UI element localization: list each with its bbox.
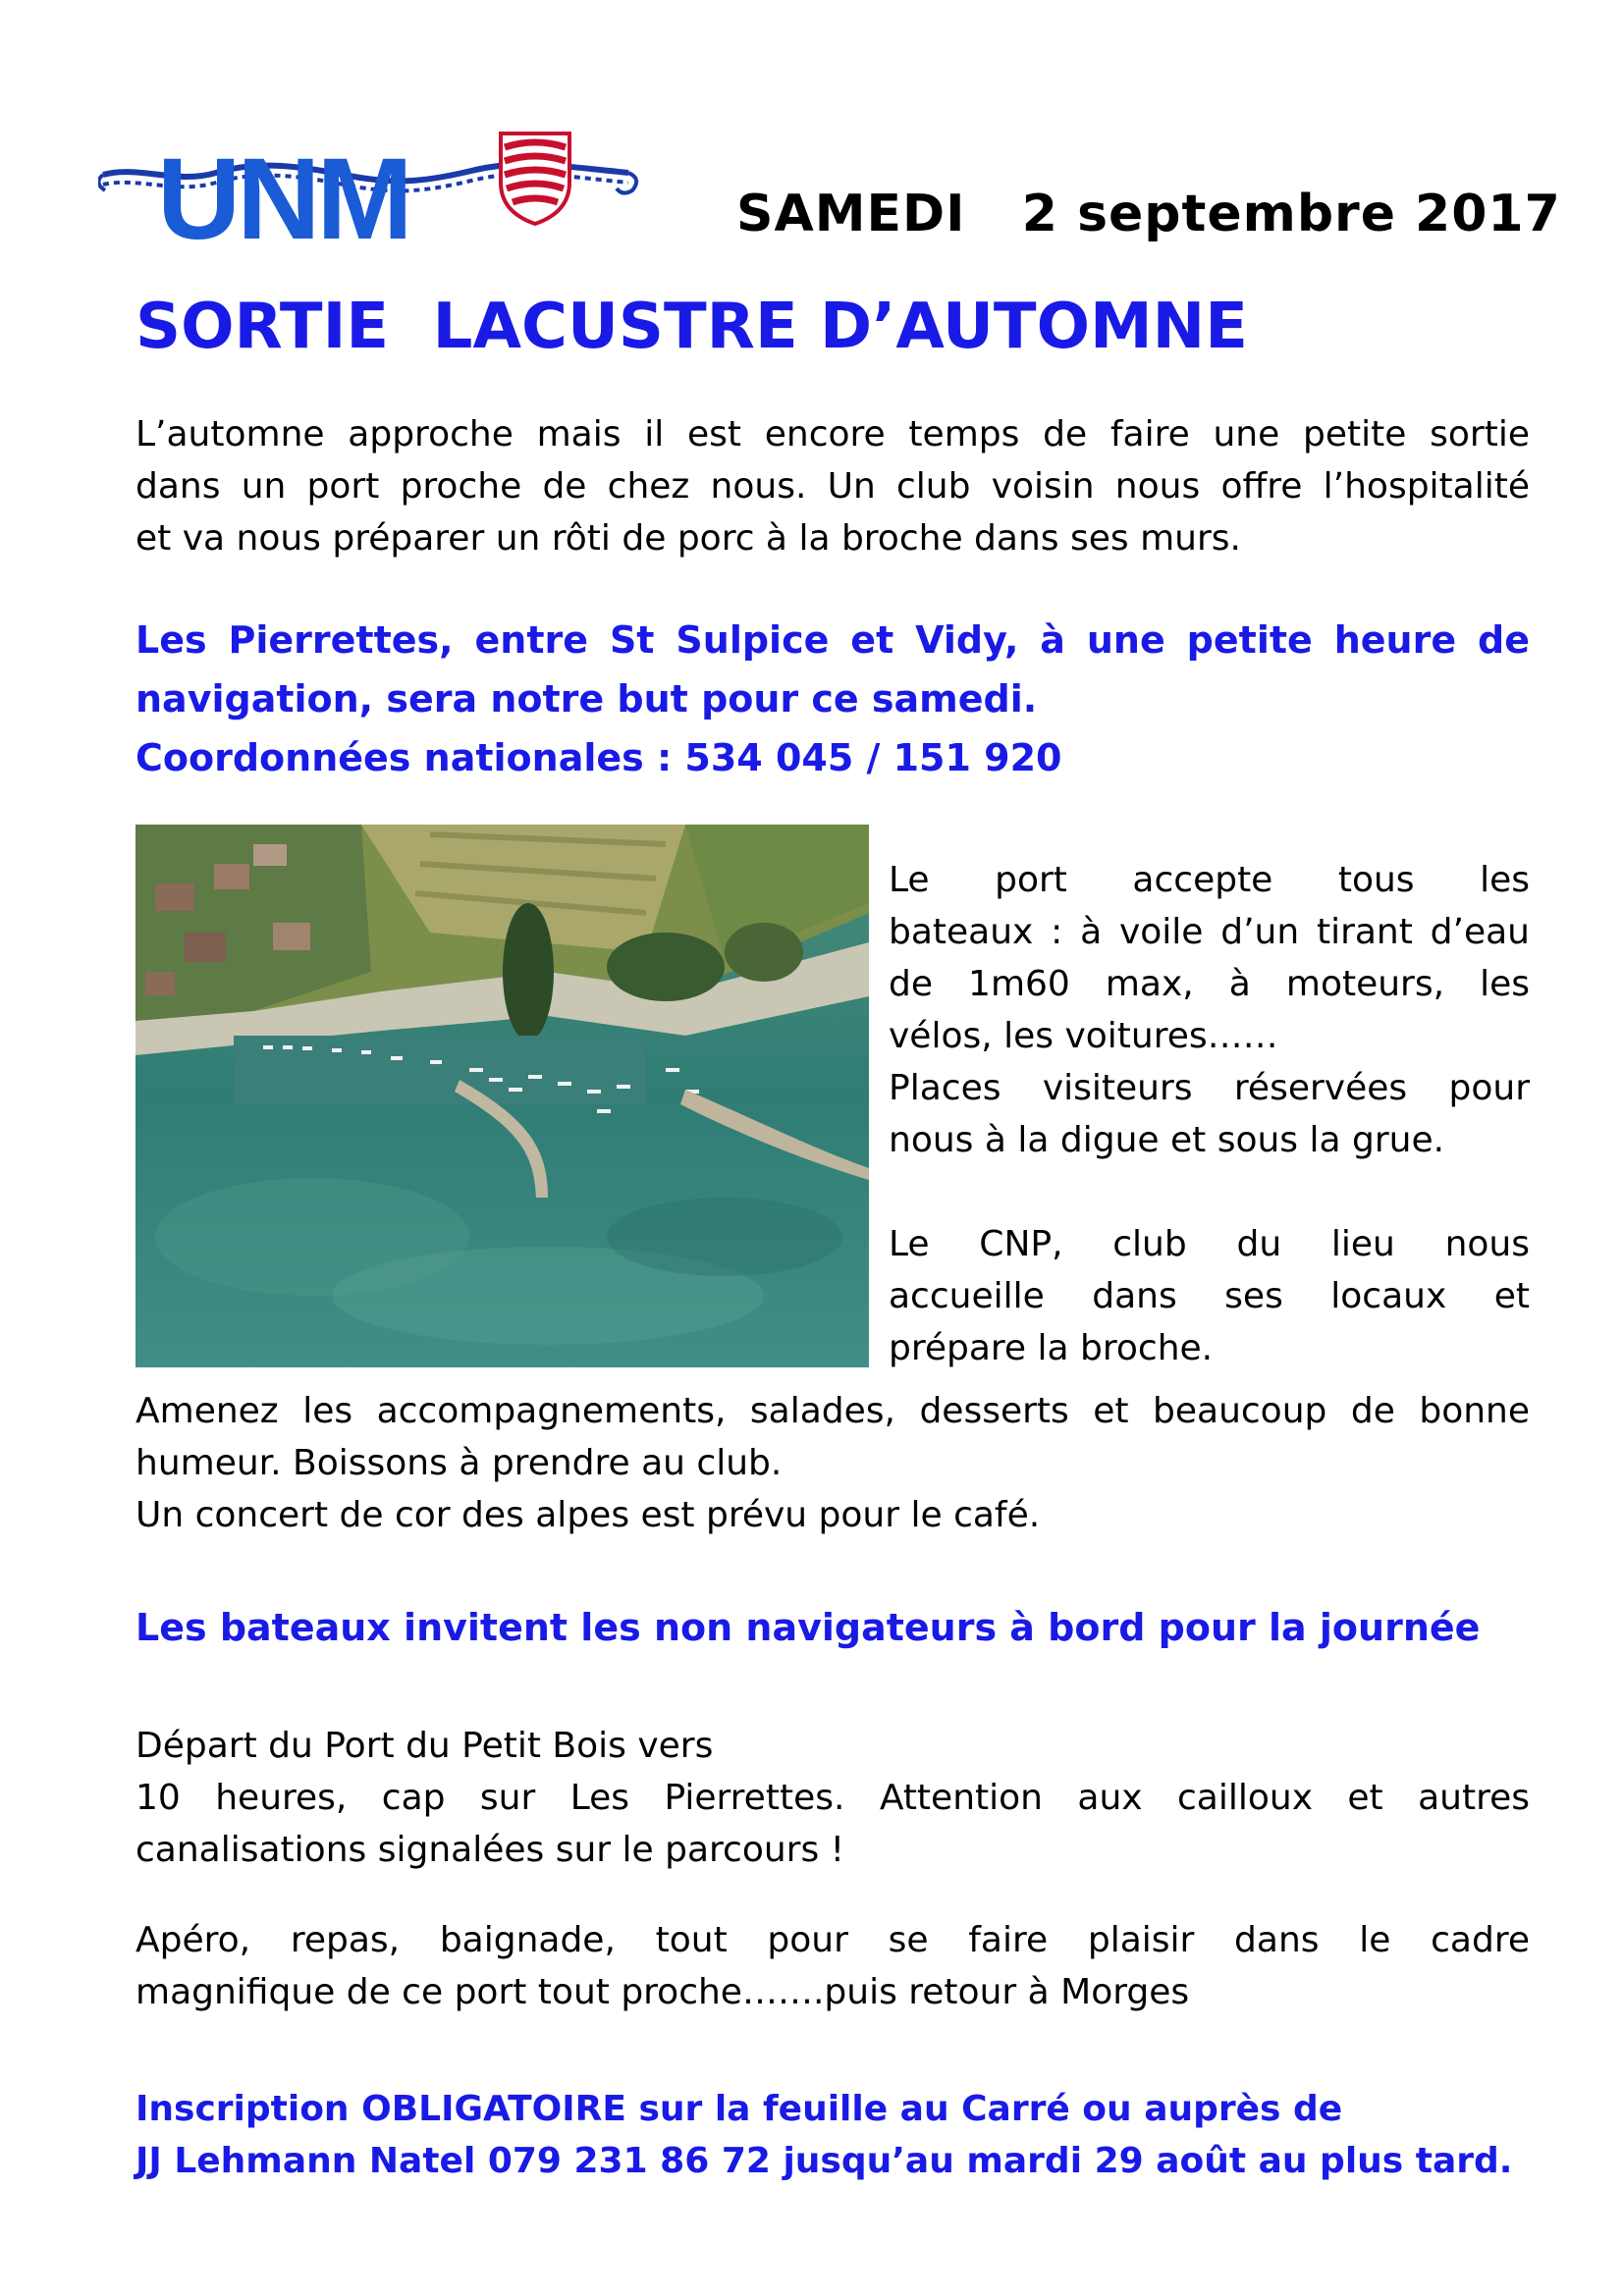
registration-contact-line: JJ Lehmann Natel 079 231 86 72 jusqu’au mardi 29 août au plus tard. — [135, 2141, 1513, 2181]
intro-line: et va nous préparer un rôti de porc à la broche dans ses murs. — [135, 518, 1241, 559]
club-info-line: prépare la broche. — [889, 1328, 1214, 1368]
page-title: SORTIE LACUSTRE D’AUTOMNE — [135, 291, 1248, 363]
aerial-harbor-photo-icon — [135, 825, 869, 1367]
harbor-photo — [135, 825, 869, 1367]
departure-line: canalisations signalées sur le parcours ! — [135, 1830, 845, 1870]
unm-logo — [98, 116, 648, 253]
harbor-info — [889, 854, 1530, 1374]
departure-line: 10 heures, cap sur Les Pierrettes. Attention aux cailloux et autres — [135, 1778, 1530, 1818]
event-date: SAMEDI 2 septembre 2017 — [736, 185, 1561, 243]
apero-line: Apéro, repas, baignade, tout pour se faire plaisir dans le cadre — [135, 1920, 1530, 1960]
harbor-info-line: Places visiteurs réservées pour — [889, 1068, 1530, 1108]
location-line: navigation, sera notre but pour ce samedi. — [135, 677, 1038, 721]
harbor-info-line: nous à la digue et sous la grue. — [889, 1120, 1445, 1160]
harbor-info-line: bateaux : à voile d’un tirant d’eau — [889, 912, 1530, 952]
coordinates-line: Coordonnées nationales : 534 045 / 151 920 — [135, 736, 1062, 779]
unm-club-logo-icon — [98, 116, 648, 253]
harbor-info-line: Le port accepte tous les — [889, 860, 1530, 900]
registration-line: Inscription OBLIGATOIRE sur la feuille au Carré ou auprès de — [135, 2089, 1343, 2129]
departure-paragraph — [135, 1720, 1530, 1876]
departure-line: Départ du Port du Petit Bois vers — [135, 1726, 714, 1766]
spacer — [889, 1166, 1530, 1218]
bring-line: humeur. Boissons à prendre au club. — [135, 1443, 783, 1483]
club-info-line: Le CNP, club du lieu nous — [889, 1224, 1530, 1264]
apero-line: magnifique de ce port tout proche…….puis retour à Morges — [135, 1972, 1190, 2012]
registration-info — [135, 2083, 1530, 2187]
harbor-info-line: de 1m60 max, à moteurs, les — [889, 964, 1530, 1004]
intro-paragraph — [135, 408, 1530, 564]
location-paragraph — [135, 611, 1530, 787]
bring-line: Amenez les accompagnements, salades, desserts et beaucoup de bonne — [135, 1391, 1530, 1431]
intro-line: dans un port proche de chez nous. Un club voisin nous offre l’hospitalité — [135, 466, 1530, 507]
intro-line: L’automne approche mais il est encore temps de faire une petite sortie — [135, 414, 1530, 454]
invite-heading: Les bateaux invitent les non navigateurs à bord pour la journée — [135, 1606, 1481, 1649]
bring-line: Un concert de cor des alpes est prévu pour le café. — [135, 1495, 1041, 1535]
bring-paragraph — [135, 1385, 1530, 1541]
harbor-info-line: vélos, les voitures…… — [889, 1016, 1278, 1056]
club-info-line: accueille dans ses locaux et — [889, 1276, 1530, 1316]
apero-paragraph — [135, 1914, 1530, 2018]
logo-text: UNM — [157, 134, 409, 253]
location-line: Les Pierrettes, entre St Sulpice et Vidy, à une petite heure de — [135, 618, 1530, 662]
